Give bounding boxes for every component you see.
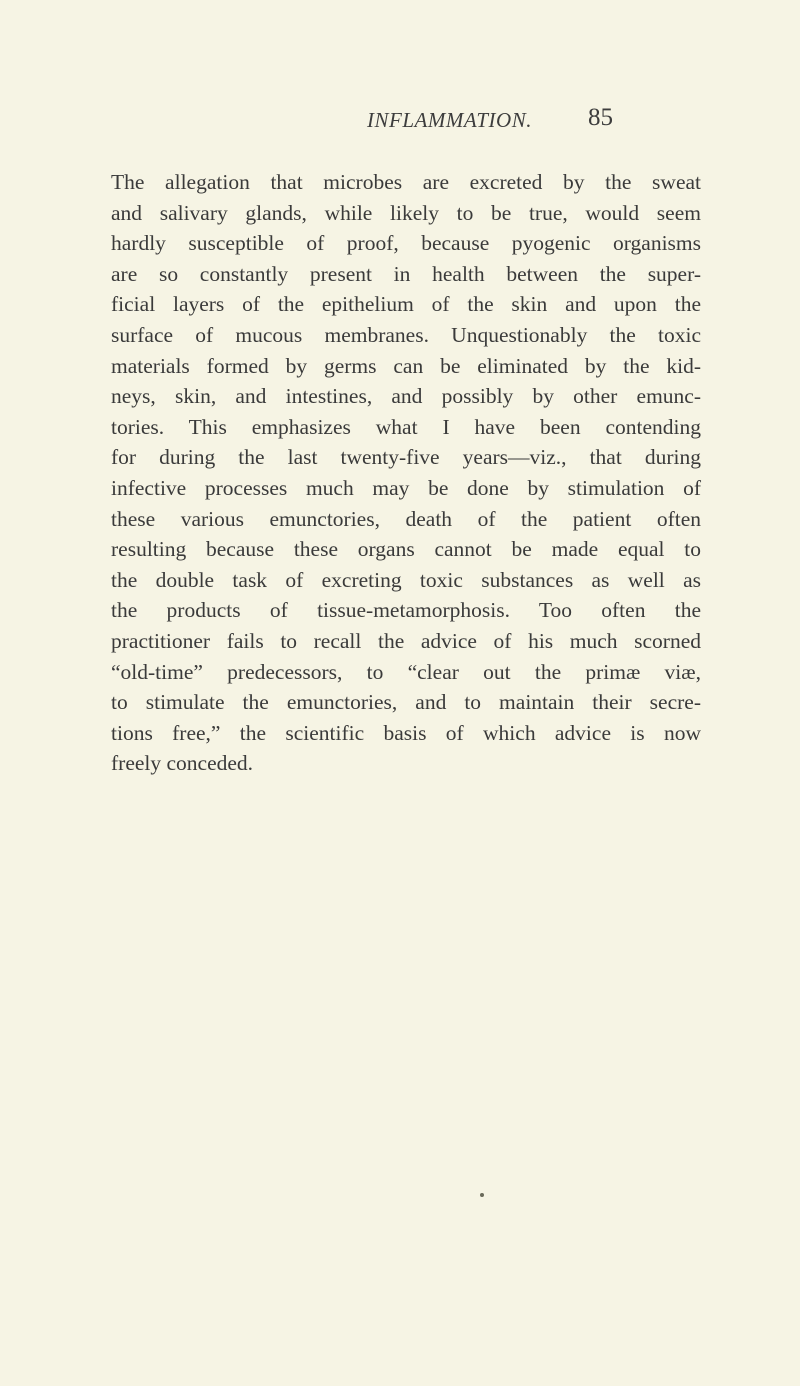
text-line: tories. This emphasizes what I have been contending bbox=[111, 414, 701, 439]
text-line: practitioner fails to recall the advice of his much scorned bbox=[111, 628, 701, 653]
page-number: 85 bbox=[588, 104, 613, 131]
paper-speck bbox=[480, 1193, 484, 1197]
text-line: tions free,” the scientific basis of which advice is now bbox=[111, 720, 701, 745]
text-line: “old-time” predecessors, to “clear out the primæ viæ, bbox=[111, 659, 701, 684]
text-line: for during the last twenty-five years—viz., that during bbox=[111, 445, 701, 470]
text-line: these various emunctories, death of the patient often bbox=[111, 506, 701, 531]
text-line: surface of mucous membranes. Unquestionably the toxic bbox=[111, 322, 701, 347]
text-line: to stimulate the emunctories, and to maintain their secre- bbox=[111, 690, 701, 715]
text-line: the double task of excreting toxic substances as well as bbox=[111, 567, 701, 592]
text-line: infective processes much may be done by stimulation of bbox=[111, 475, 701, 500]
text-line: and salivary glands, while likely to be true, would seem bbox=[111, 200, 701, 225]
text-line: hardly susceptible of proof, because pyogenic organisms bbox=[111, 231, 701, 256]
text-line: materials formed by germs can be eliminated by the kid- bbox=[111, 353, 701, 378]
text-line: resulting because these organs cannot be made equal to bbox=[111, 537, 701, 562]
text-line: the products of tissue-metamorphosis. Too often the bbox=[111, 598, 701, 623]
text-line: ficial layers of the epithelium of the skin and upon the bbox=[111, 292, 701, 317]
text-line: freely conceded. bbox=[111, 751, 254, 776]
running-head bbox=[0, 94, 800, 134]
text-line: neys, skin, and intestines, and possibly by other emunc- bbox=[111, 384, 701, 409]
text-line: The allegation that microbes are excreted by the sweat bbox=[111, 170, 701, 194]
text-line: are so constantly present in health between the super- bbox=[111, 261, 701, 286]
body-paragraph bbox=[111, 167, 701, 779]
running-head-title: INFLAMMATION. bbox=[367, 108, 532, 132]
